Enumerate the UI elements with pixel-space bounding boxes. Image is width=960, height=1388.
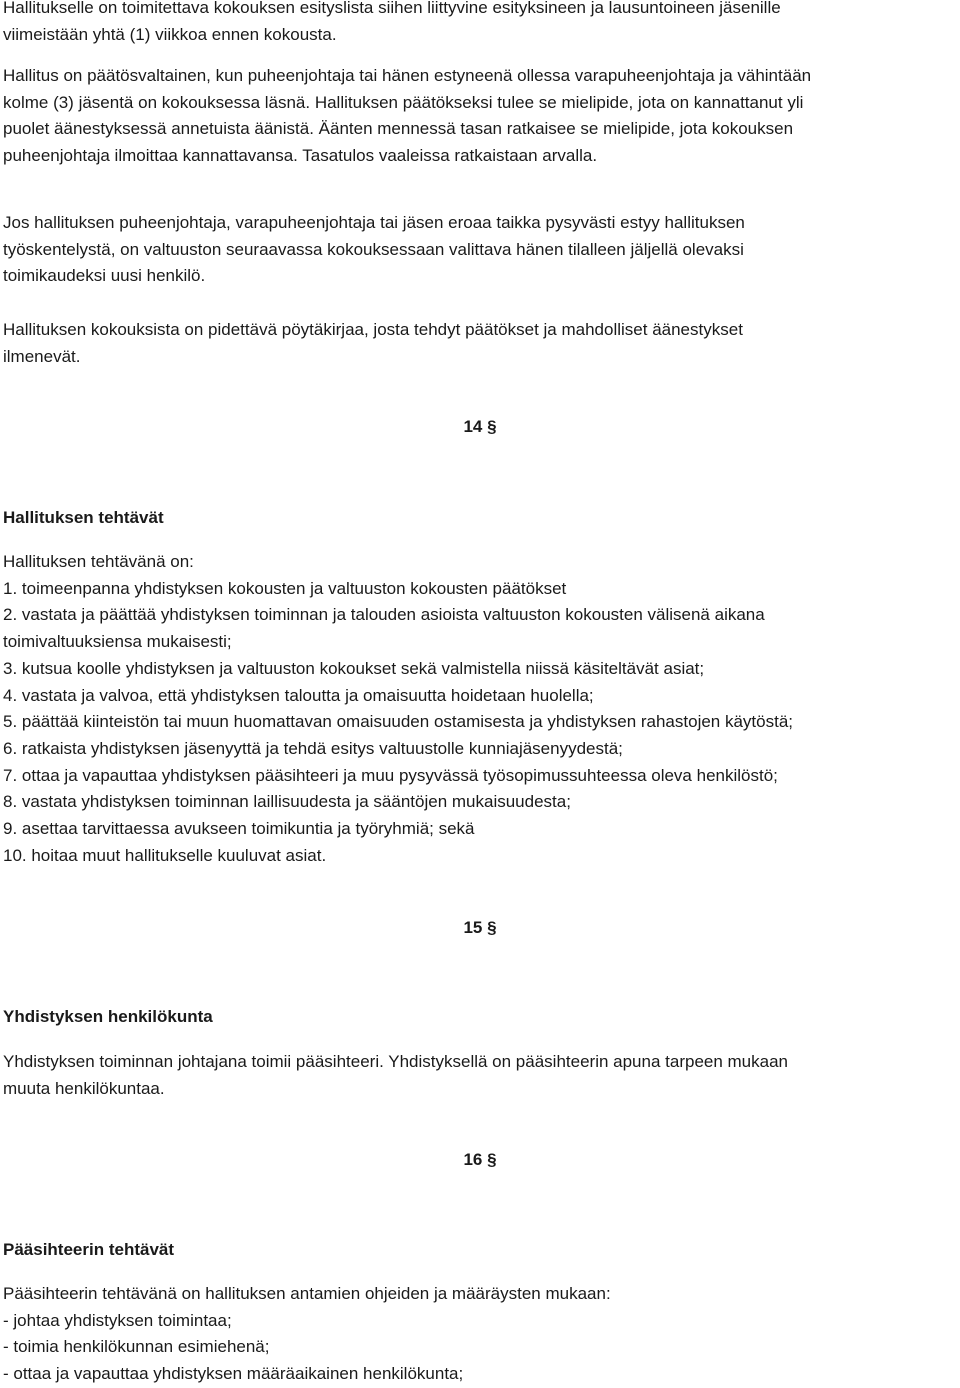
paragraph-member-replacement (3, 210, 956, 290)
section-heading-16: Pääsihteerin tehtävät (3, 1240, 175, 1259)
text-line: Jos hallituksen puheenjohtaja, varapuheenjohtaja tai jäsen eroaa taikka pysyvästi estyy hallituksen (3, 213, 745, 232)
list-item: 10. hoitaa muut hallitukselle kuuluvat asiat. (3, 845, 327, 865)
section-heading-15: Yhdistyksen henkilökunta (3, 1007, 213, 1026)
section-number-15: 15 § (463, 918, 497, 937)
list-item: 9. asettaa tarvittaessa avukseen toimikuntia ja työryhmiä; sekä (3, 819, 475, 839)
list-item: 3. kutsua koolle yhdistyksen ja valtuuston kokoukset sekä valmistella niissä käsiteltävät asiat; (3, 658, 705, 678)
section-16-list (3, 1281, 956, 1388)
list-item: 4. vastata ja valvoa, että yhdistyksen taloutta ja omaisuutta hoidetaan huolella; (3, 685, 594, 705)
text-line: Hallitukselle on toimitettava kokouksen esityslista siihen liittyvine esityksineen ja lausuntoineen jäsenille (3, 0, 781, 17)
text-line: muuta henkilökuntaa. (3, 1078, 165, 1098)
list-item: - ottaa ja vapauttaa yhdistyksen määräaikainen henkilökunta; (3, 1364, 464, 1384)
text-line: toimikaudeksi uusi henkilö. (3, 266, 206, 286)
list-intro: Hallituksen tehtävänä on: (3, 552, 194, 571)
paragraph-agenda-delivery (3, 0, 956, 48)
paragraph-minutes (3, 317, 956, 370)
list-item: 1. toimeenpanna yhdistyksen kokousten ja valtuuston kokousten päätökset (3, 578, 567, 598)
text-line: Hallituksen kokouksista on pidettävä pöytäkirjaa, josta tehdyt päätökset ja mahdolliset äänestykset (3, 320, 743, 339)
paragraph-quorum (3, 63, 956, 170)
text-line: viimeistään yhtä (1) viikkoa ennen kokousta. (3, 24, 337, 44)
section-15-text (3, 1049, 956, 1102)
list-item: toimivaltuuksiensa mukaisesti; (3, 632, 232, 652)
text-line: kolme (3) jäsentä on kokouksessa läsnä. Hallituksen päätökseksi tulee se mielipide, jota on kannattanut yli (3, 92, 804, 112)
text-line: työskentelystä, on valtuuston seuraavassa kokouksessaan valittava hänen tilalleen jäljellä olevaksi (3, 239, 744, 259)
text-line: puheenjohtaja ilmoittaa kannattavansa. Tasatulos vaaleissa ratkaistaan arvalla. (3, 146, 598, 166)
section-heading-14: Hallituksen tehtävät (3, 508, 164, 527)
list-item: 7. ottaa ja vapauttaa yhdistyksen pääsihteeri ja muu pysyvässä työsopimussuhteessa oleva henkilöstö; (3, 765, 778, 785)
list-item: - toimia henkilökunnan esimiehenä; (3, 1337, 270, 1357)
text-line: puolet äänestyksessä annetuista äänistä. Äänten mennessä tasan ratkaisee se mielipide, jota kokouksen (3, 119, 794, 139)
section-number-14: 14 § (463, 417, 497, 436)
list-item: 5. päättää kiinteistön tai muun huomattavan omaisuuden ostamisesta ja yhdistyksen rahastojen käytöstä; (3, 712, 794, 732)
list-item: 2. vastata ja päättää yhdistyksen toiminnan ja talouden asioista valtuuston kokousten välisenä aikana (3, 605, 765, 625)
text-line: Hallitus on päätösvaltainen, kun puheenjohtaja tai hänen estyneenä ollessa varapuheenjohtaja ja vähintään (3, 66, 812, 85)
text-line: Yhdistyksen toiminnan johtajana toimii pääsihteeri. Yhdistyksellä on pääsihteerin apuna tarpeen mukaan (3, 1052, 789, 1071)
list-item: 6. ratkaista yhdistyksen jäsenyyttä ja tehdä esitys valtuustolle kunniajäsenyydestä; (3, 738, 623, 758)
list-item: - johtaa yhdistyksen toimintaa; (3, 1310, 232, 1330)
list-item: 8. vastata yhdistyksen toiminnan laillisuudesta ja sääntöjen mukaisuudesta; (3, 792, 571, 812)
section-number-16: 16 § (463, 1150, 497, 1169)
list-intro: Pääsihteerin tehtävänä on hallituksen antamien ohjeiden ja määräysten mukaan: (3, 1284, 611, 1303)
text-line: ilmenevät. (3, 346, 81, 366)
section-14-list (3, 549, 956, 869)
